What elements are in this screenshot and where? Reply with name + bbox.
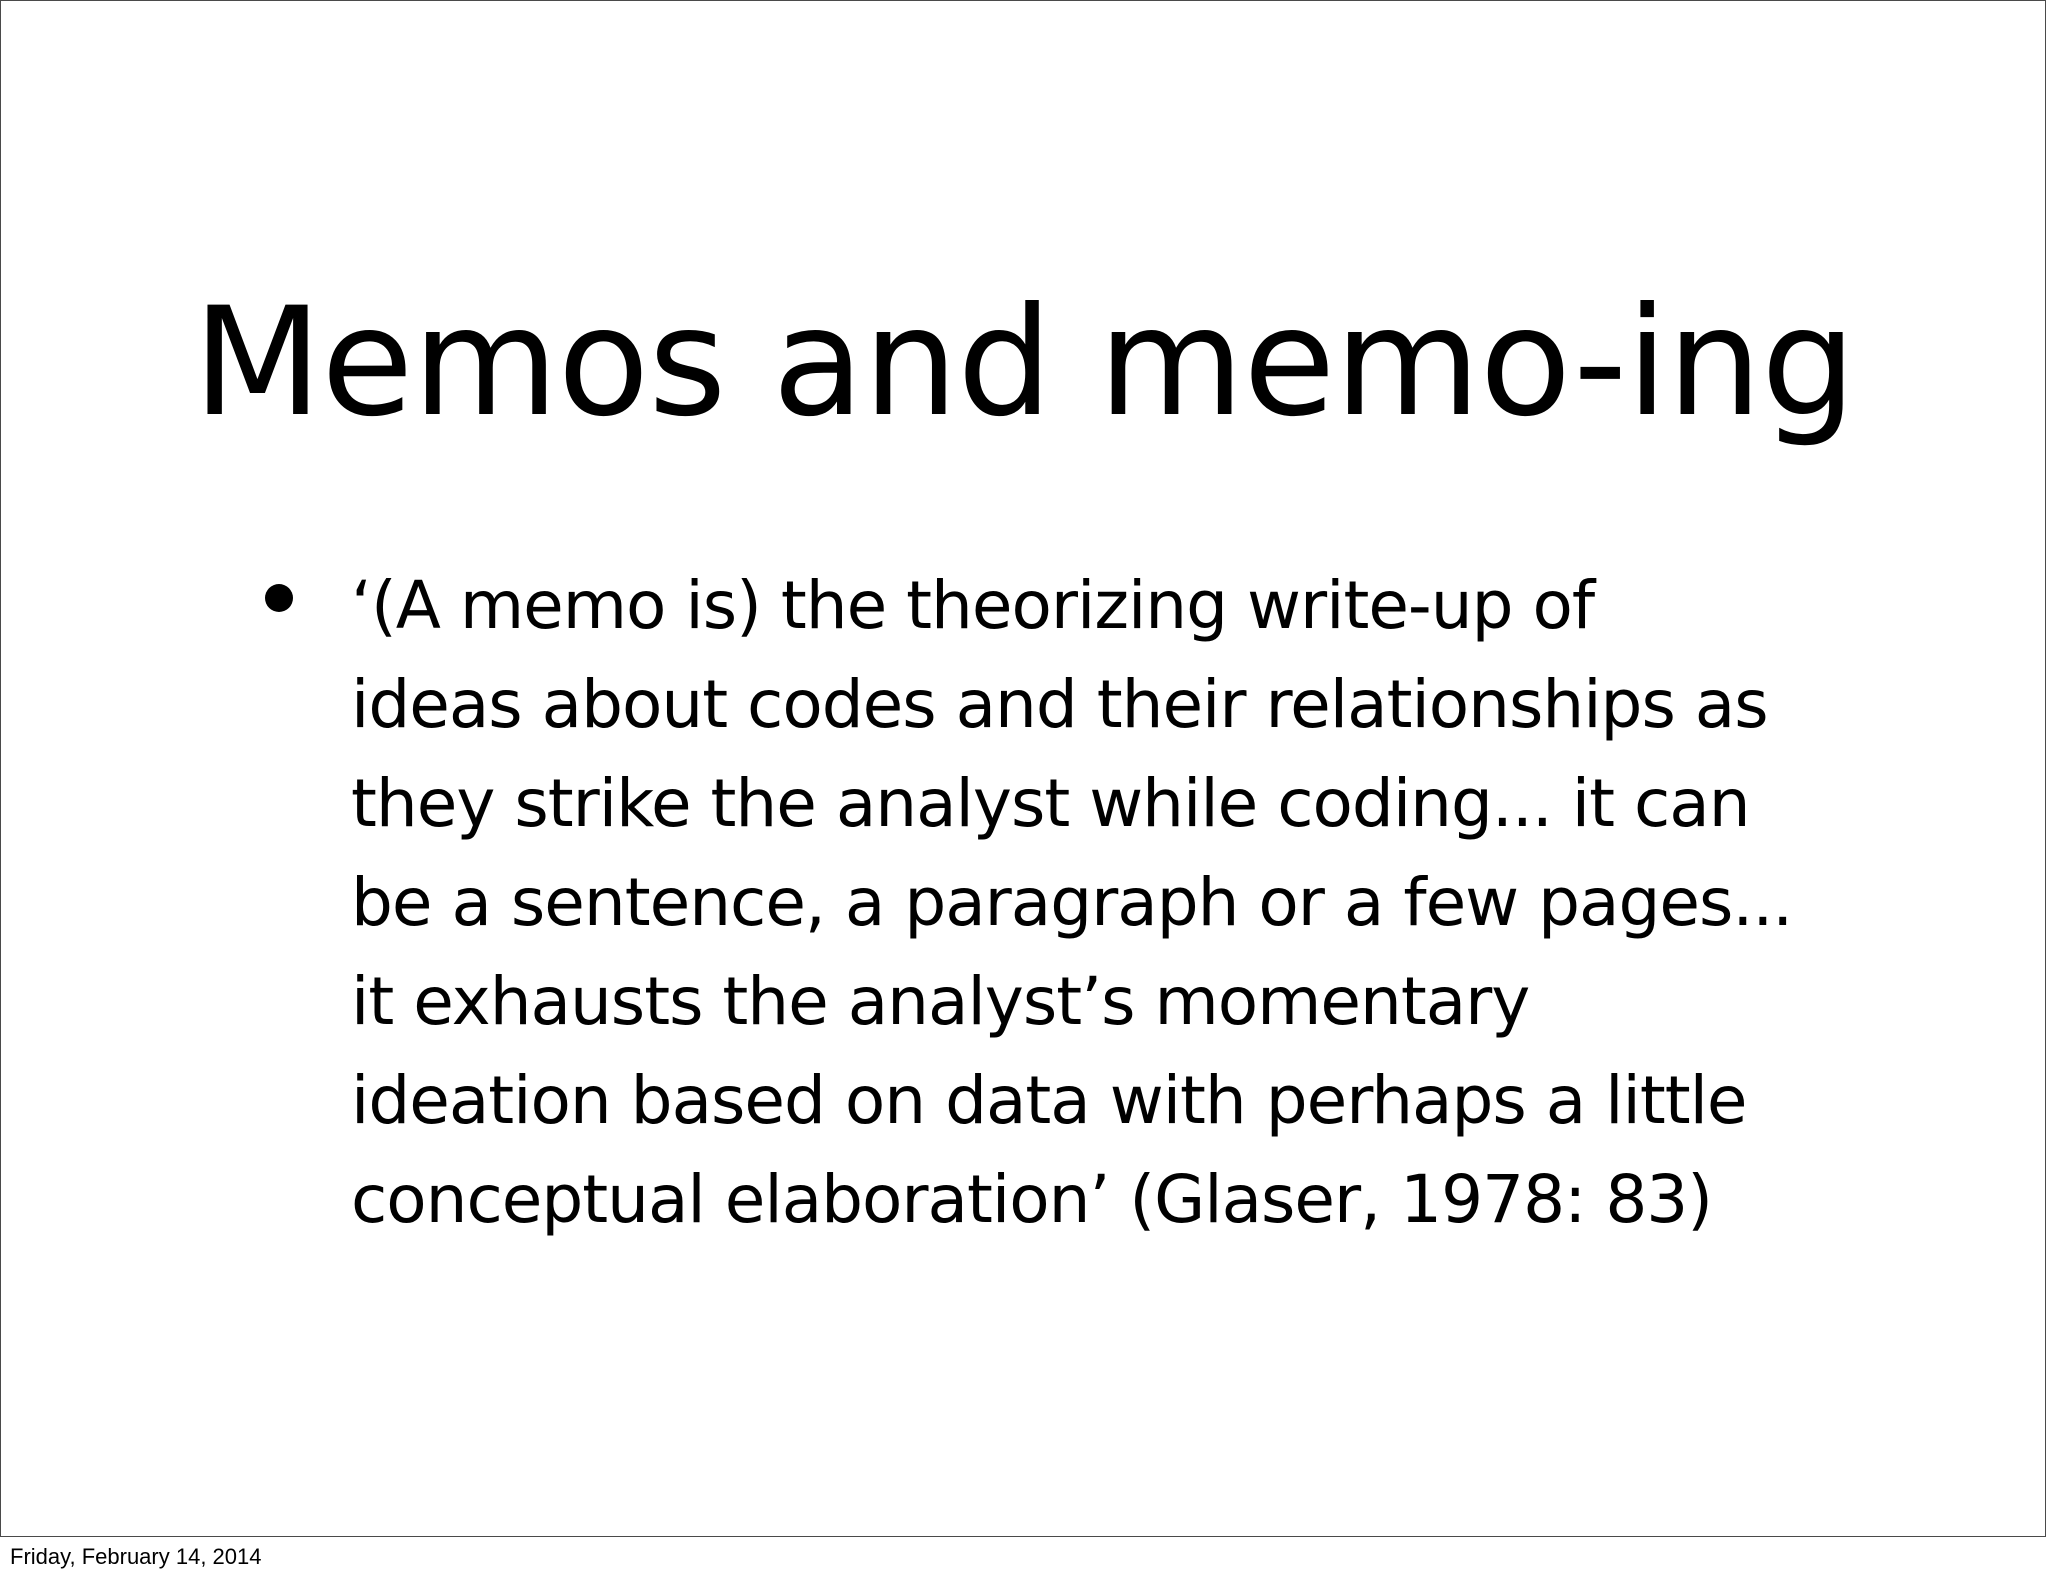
bullet-dot-icon (265, 584, 293, 612)
slide-title: Memos and memo-ing (192, 276, 1856, 450)
bullet-line: be a sentence, a paragraph or a few pages... (351, 864, 1793, 941)
footer-date: Friday, February 14, 2014 (10, 1544, 262, 1569)
bullet-line: it exhausts the analyst’s momentary (351, 963, 1530, 1040)
bullet-line: ideas about codes and their relationships as (351, 666, 1768, 743)
bullet-line: ideation based on data with perhaps a little (351, 1062, 1747, 1139)
bullet-item (265, 556, 1845, 1249)
bullet-list (265, 556, 1845, 1249)
bullet-line: they strike the analyst while coding... it can (351, 765, 1750, 842)
bullet-line: conceptual elaboration’ (Glaser, 1978: 83) (351, 1161, 1713, 1238)
bullet-line: ‘(A memo is) the theorizing write-up of (351, 567, 1595, 644)
